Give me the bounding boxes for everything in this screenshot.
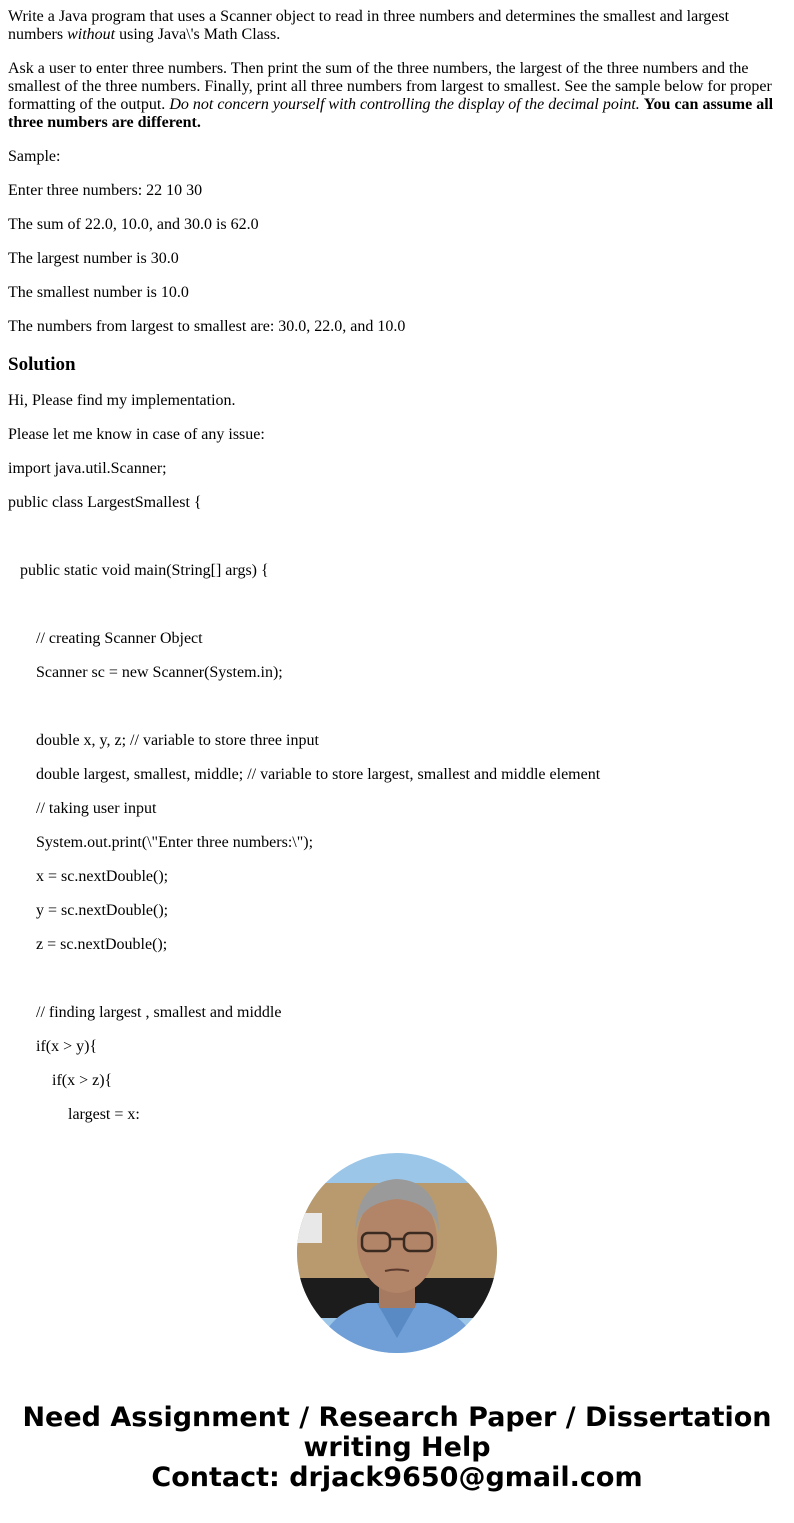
question-paragraph-1 <box>8 8 786 44</box>
code-line: Please let me know in case of any issue: <box>8 426 265 443</box>
code-line: Hi, Please find my implementation. <box>8 392 236 409</box>
code-line: z = sc.nextDouble(); <box>36 936 168 953</box>
bold-text: You can assume all three numbers are different. <box>8 96 774 131</box>
sample-line: Enter three numbers: 22 10 30 <box>8 182 203 199</box>
code-line: // creating Scanner Object <box>36 630 203 647</box>
code-line: if(x > z){ <box>52 1072 113 1089</box>
code-line: double x, y, z; // variable to store three input <box>36 732 319 749</box>
question-paragraph-2 <box>8 60 786 132</box>
text: Ask a user to enter three numbers. Then print the sum of the three numbers, the largest of the three numbers and the smallest of the three numbers. Finally, print all three numbers from largest to smallest. See the sample below for proper formatting of the output. <box>8 60 772 113</box>
sample-line: Sample: <box>8 148 61 165</box>
code-line: import java.util.Scanner; <box>8 460 167 477</box>
promo-contact: Contact: drjack9650@gmail.com <box>151 1462 643 1493</box>
code-line: double largest, smallest, middle; // variable to store largest, smallest and middle element <box>36 766 601 783</box>
code-line: // finding largest , smallest and middle <box>36 1004 282 1021</box>
document-body <box>8 0 786 1124</box>
emphasis-text: Do not concern yourself with controlling the display of the decimal point. <box>169 96 640 113</box>
code-line: largest = x: <box>68 1106 140 1123</box>
text: Write a Java program that uses a Scanner object to read in three numbers and determines the smallest and largest numbers <box>8 8 730 43</box>
blank-line <box>8 596 786 614</box>
code-line: public static void main(String[] args) { <box>20 562 269 579</box>
solution-code <box>8 392 786 1124</box>
sample-line: The sum of 22.0, 10.0, and 30.0 is 62.0 <box>8 216 259 233</box>
code-line: x = sc.nextDouble(); <box>36 868 169 885</box>
blank-line <box>8 698 786 716</box>
sample-line: The largest number is 30.0 <box>8 250 179 267</box>
person-photo-icon <box>297 1153 497 1353</box>
code-line: y = sc.nextDouble(); <box>36 902 169 919</box>
author-avatar <box>297 1153 497 1353</box>
code-line: if(x > y){ <box>36 1038 98 1055</box>
code-line: public class LargestSmallest { <box>8 494 202 511</box>
text: using Java\'s Math Class. <box>115 26 281 43</box>
code-line: Scanner sc = new Scanner(System.in); <box>36 664 283 681</box>
solution-heading: Solution <box>8 354 76 375</box>
sample-line: The numbers from largest to smallest are: 30.0, 22.0, and 10.0 <box>8 318 406 335</box>
promo-line-1: Need Assignment / Research Paper / Dissertation writing Help <box>22 1402 772 1463</box>
code-line: System.out.print(\"Enter three numbers:\"); <box>36 834 314 851</box>
promo-banner <box>0 1403 794 1493</box>
blank-line <box>8 970 786 988</box>
sample-line: The smallest number is 10.0 <box>8 284 189 301</box>
emphasis-text: without <box>67 26 116 43</box>
blank-line <box>8 528 786 546</box>
sample-output <box>8 148 786 336</box>
code-line: // taking user input <box>36 800 157 817</box>
